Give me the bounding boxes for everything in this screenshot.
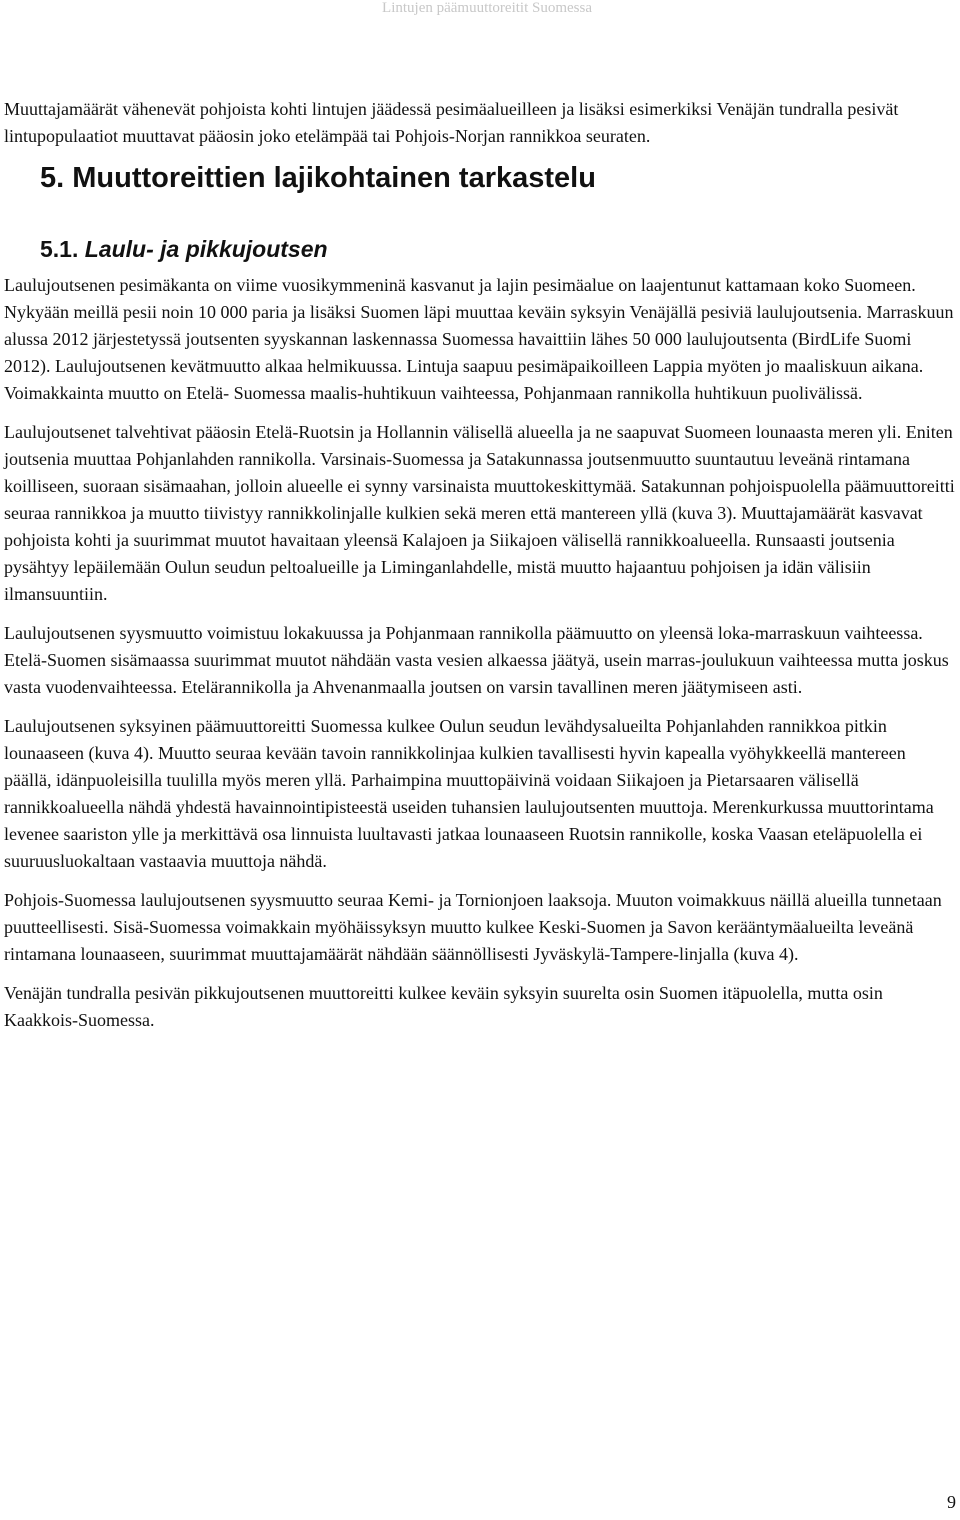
body-paragraph: Laulujoutsenet talvehtivat pääosin Etelä-Ruotsin ja Hollannin välisellä alueella ja ne saapuvat Suomeen lounaasta meren yli. Eniten joutsenia muuttaa Pohjanlahden rannikolla. Varsinais-Suomessa ja Satakunnassa joutsenmuutto suuntautuu leveänä rintamana koilliseen, suoraan sisämaahan, jolloin alueelle ei synny varsinaista muuttokeskittymää. Satakunnan pohjoispuolella päämuuttoreitti seuraa rannikkoa ja muutto tiivistyy rannikkolinjalle kulkien sekä meren että mantereen yllä (kuva 3). Muuttajamäärät kasvavat pohjoista kohti ja suurimmat muutot havaitaan yleensä Kalajoen ja Siikajoen välisellä rannikkoalueella. Runsaasti joutsenia pysähtyy lepäilemään Oulun seudun peltoalueille ja Liminganlahdelle, mistä muutto hajaantuu pohjoisen ja idän välisiin ilmansuuntiin. — [4, 422, 955, 604]
body-paragraph: Venäjän tundralla pesivän pikkujoutsenen muuttoreitti kulkee keväin syksyin suurelta osin Suomen itäpuolella, mutta osin Kaakkois-Suomessa. — [4, 983, 883, 1030]
section-title: Muuttoreittien lajikohtainen tarkastelu — [72, 162, 596, 194]
body-paragraph: Pohjois-Suomessa laulujoutsenen syysmuutto seuraa Kemi- ja Tornionjoen laaksoja. Muuton voimakkuus näillä alueilla tunnetaan puutteellisesti. Sisä-Suomessa voimakkain myöhäissyksyn muutto kulkee Keski-Suomen ja Savon kerääntymäalueilta leveänä rintamana lounaaseen, suurimmat muuttajamäärät nähdään säännöllisesti Jyväskylä-Tampere-linjalla (kuva 4). — [4, 890, 942, 964]
section-heading — [40, 160, 956, 196]
intro-paragraph: Muuttajamäärät vähenevät pohjoista kohti lintujen jäädessä pesimäalueilleen ja lisäksi esimerkiksi Venäjän tundralla pesivät lintupopulaatiot muuttavat pääosin joko etelämpää tai Pohjois-Norjan rannikkoa seuraten. — [4, 99, 899, 146]
document-body — [4, 96, 956, 1046]
page-number: 9 — [947, 1492, 956, 1512]
subsection-title: Laulu- ja pikkujoutsen — [84, 236, 328, 262]
body-paragraph: Laulujoutsenen syysmuutto voimistuu lokakuussa ja Pohjanmaan rannikolla päämuutto on yleensä loka-marraskuun vaihteessa. Etelä-Suomen sisämaassa suurimmat muutot nähdään vasta vesien alkaessa jäätyä, usein marras-joulukuun vaihteessa mutta joskus vasta vuodenvaihteessa. Etelärannikolla ja Ahvenanmaalla joutsen on varsin tavallinen meren jäätymiseen asti. — [4, 623, 949, 697]
running-header: Lintujen päämuuttoreitit Suomessa — [382, 0, 592, 16]
body-paragraph: Laulujoutsenen syksyinen päämuuttoreitti Suomessa kulkee Oulun seudun levähdysalueilta Pohjanlahden rannikkoa pitkin lounaaseen (kuva 4). Muutto seuraa kevään tavoin rannikkolinjaa kulkien tavallisesti hyvin kapealla vyöhykkeellä mantereen päällä, idänpuoleisilla tuulilla myös meren yllä. Parhaimpina muuttopäivinä voidaan Siikajoen ja Pietarsaaren välisellä rannikkoalueella nähdä yhdestä havainnointipisteestä useiden tuhansien laulujoutsenten muuttoja. Merenkurkussa muuttorintama levenee saariston ylle ja merkittävä osa linnuista luultavasti jatkaa lounaaseen Ruotsin rannikolle, koska Vaasan eteläpuolella ei suuruusluokaltaan vastaavia muuttoja nähdä. — [4, 716, 934, 871]
section-number: 5. — [40, 162, 65, 194]
body-paragraph: Laulujoutsenen pesimäkanta on viime vuosikymmeninä kasvanut ja lajin pesimäalue on laajentunut kattamaan koko Suomeen. Nykyään meillä pesii noin 10 000 paria ja lisäksi Suomen läpi muuttaa keväin syksyin Venäjällä pesiviä laulujoutsenia. Marraskuun alussa 2012 järjestetyssä joutsenten syyskannan laskennassa Suomessa havaittiin lähes 50 000 laulujoutsenta (BirdLife Suomi 2012). Laulujoutsenen kevätmuutto alkaa helmikuussa. Lintuja saapuu pesimäpaikoilleen Lappia myöten jo maaliskuun aikana. Voimakkainta muutto on Etelä- Suomessa maalis-huhtikuun vaihteessa, Pohjanmaan rannikolla huhtikuun puolivälissä. — [4, 275, 954, 403]
subsection-heading — [40, 234, 956, 264]
subsection-number: 5.1. — [40, 236, 79, 262]
